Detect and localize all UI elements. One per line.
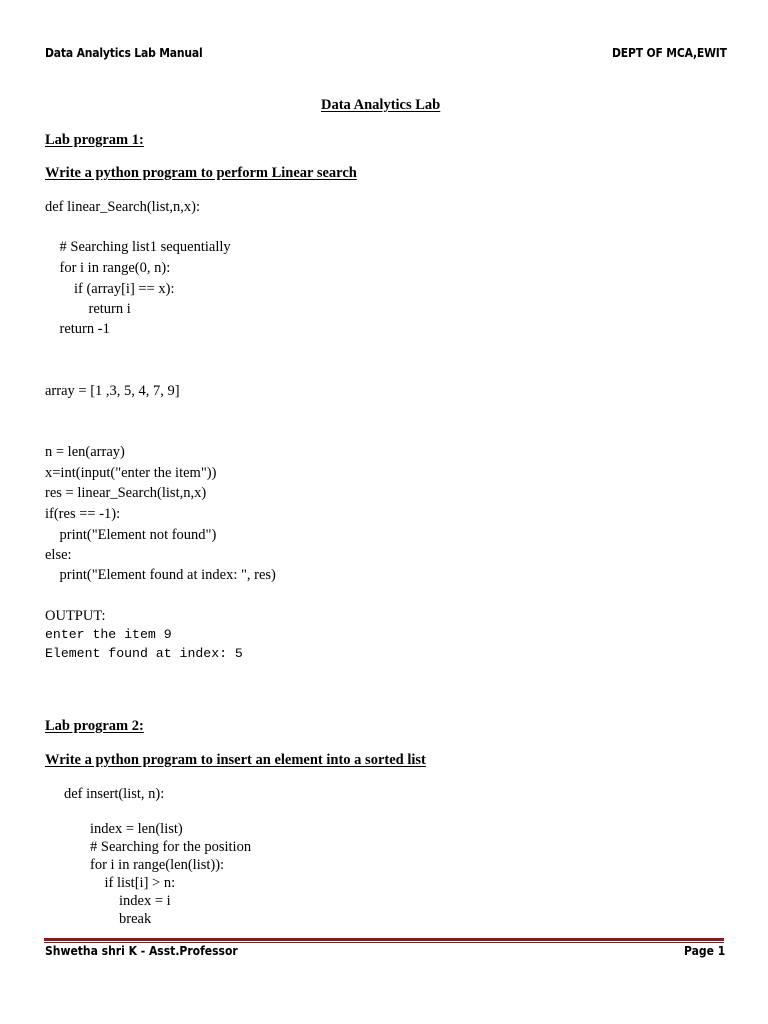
running-header-right: DEPT OF MCA,EWIT xyxy=(612,46,727,60)
code-line: res = linear_Search(list,n,x) xyxy=(45,485,207,501)
output-line: Element found at index: 5 xyxy=(45,646,243,661)
code-line: if(res == -1): xyxy=(45,506,121,522)
code-line: index = i xyxy=(90,893,171,909)
code-line: else: xyxy=(45,547,72,563)
lab-program-2-task: Write a python program to insert an element into a sorted list xyxy=(45,752,426,768)
document-title: Data Analytics Lab xyxy=(321,97,441,113)
code-line: print("Element found at index: ", res) xyxy=(45,567,276,583)
footer-author: Shwetha shri K - Asst.Professor xyxy=(45,944,238,958)
code-line: n = len(array) xyxy=(45,444,125,460)
lab-program-1-heading: Lab program 1: xyxy=(45,132,144,148)
code-line: def linear_Search(list,n,x): xyxy=(45,199,201,215)
code-line: for i in range(0, n): xyxy=(45,260,171,276)
code-line: index = len(list) xyxy=(90,821,183,837)
footer-rule-thin xyxy=(44,942,724,943)
output-line: enter the item 9 xyxy=(45,627,172,642)
code-line: # Searching for the position xyxy=(90,839,252,855)
code-line: if (array[i] == x): xyxy=(45,281,175,297)
code-line: x=int(input("enter the item")) xyxy=(45,465,217,481)
code-line: array = [1 ,3, 5, 4, 7, 9] xyxy=(45,383,180,399)
code-line: def insert(list, n): xyxy=(64,786,165,802)
lab-program-2-heading: Lab program 2: xyxy=(45,718,144,734)
code-line: break xyxy=(90,911,152,927)
running-header-left: Data Analytics Lab Manual xyxy=(45,46,203,60)
code-line: return i xyxy=(45,301,131,317)
footer-rule xyxy=(44,938,724,941)
output-label: OUTPUT: xyxy=(45,608,106,624)
code-line: # Searching list1 sequentially xyxy=(45,239,231,255)
code-line: return -1 xyxy=(45,321,110,337)
lab-program-1-task: Write a python program to perform Linear search xyxy=(45,165,357,181)
code-line: print("Element not found") xyxy=(45,527,217,543)
code-line: if list[i] > n: xyxy=(90,875,176,891)
code-line: for i in range(len(list)): xyxy=(90,857,225,873)
page-number: Page 1 xyxy=(684,944,726,958)
